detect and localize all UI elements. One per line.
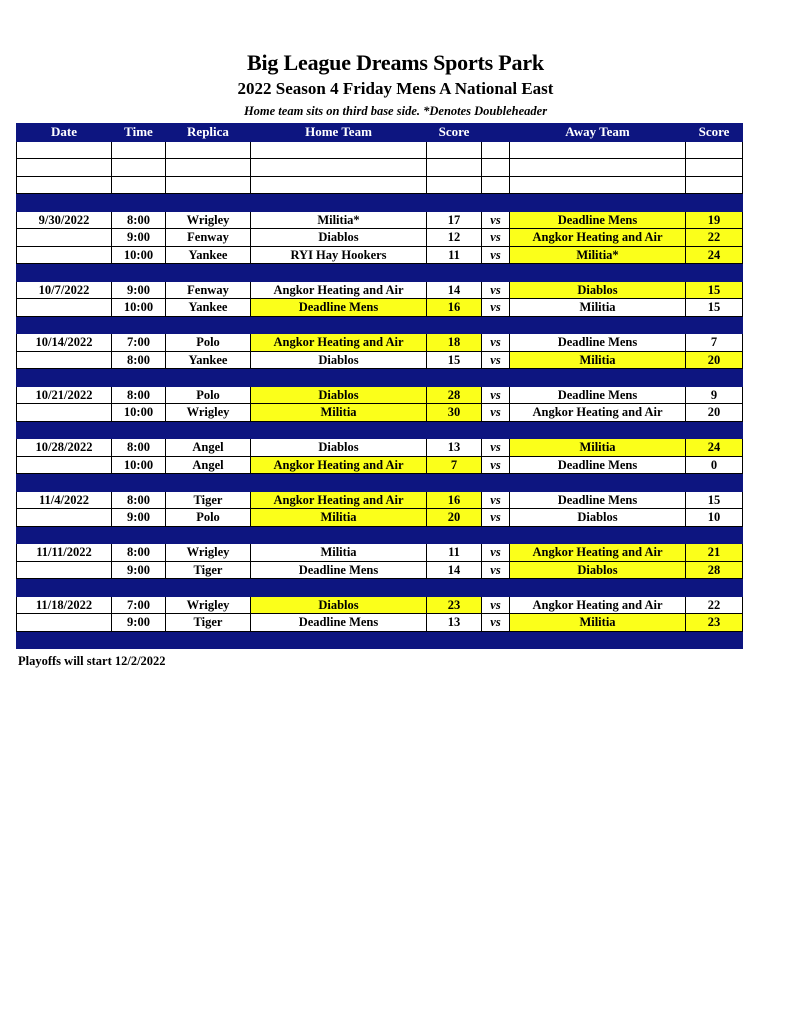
time-cell: 8:00 <box>112 544 166 562</box>
schedule-table <box>16 123 743 649</box>
home-score-cell: 17 <box>427 211 482 229</box>
schedule-note: Home team sits on third base side. *Denotes Doubleheader <box>243 104 548 118</box>
separator-cell <box>17 194 112 212</box>
separator-cell <box>686 194 743 212</box>
separator-cell <box>251 631 427 649</box>
date-cell <box>17 456 112 474</box>
home-score-cell: 28 <box>427 386 482 404</box>
time-cell: 9:00 <box>112 614 166 632</box>
away-score-cell: 15 <box>686 299 743 317</box>
home-score-cell: 12 <box>427 229 482 247</box>
separator-cell <box>427 579 482 597</box>
blank-cell <box>251 176 427 194</box>
separator-cell <box>510 474 686 492</box>
date-cell: 10/28/2022 <box>17 439 112 457</box>
away-team-cell: Diablos <box>510 509 686 527</box>
time-cell: 8:00 <box>112 439 166 457</box>
vs-cell: vs <box>482 439 510 457</box>
date-cell <box>17 404 112 422</box>
separator-cell <box>166 526 251 544</box>
blank-row <box>17 176 743 194</box>
blank-cell <box>17 159 112 177</box>
separator-cell <box>166 631 251 649</box>
header-away-team: Away Team <box>510 124 686 142</box>
home-team-cell: Diablos <box>251 229 427 247</box>
separator-cell <box>482 526 510 544</box>
date-cell: 10/14/2022 <box>17 334 112 352</box>
away-score-cell: 9 <box>686 386 743 404</box>
blank-cell <box>427 159 482 177</box>
blank-cell <box>686 141 743 159</box>
away-score-cell: 24 <box>686 246 743 264</box>
away-team-cell: Militia <box>510 439 686 457</box>
game-row <box>17 299 743 317</box>
away-score-cell: 19 <box>686 211 743 229</box>
vs-cell: vs <box>482 281 510 299</box>
away-score-cell: 22 <box>686 229 743 247</box>
replica-cell: Fenway <box>166 229 251 247</box>
separator-cell <box>482 474 510 492</box>
away-team-cell: Angkor Heating and Air <box>510 596 686 614</box>
away-score-cell: 10 <box>686 509 743 527</box>
table-header-row <box>17 124 743 142</box>
home-team-cell: Angkor Heating and Air <box>251 456 427 474</box>
replica-cell: Yankee <box>166 351 251 369</box>
away-score-cell: 20 <box>686 404 743 422</box>
vs-cell: vs <box>482 456 510 474</box>
home-score-cell: 15 <box>427 351 482 369</box>
home-score-cell: 14 <box>427 561 482 579</box>
separator-cell <box>510 194 686 212</box>
home-team-cell: Diablos <box>251 351 427 369</box>
away-team-cell: Militia <box>510 351 686 369</box>
time-cell: 7:00 <box>112 334 166 352</box>
replica-cell: Angel <box>166 456 251 474</box>
replica-cell: Wrigley <box>166 211 251 229</box>
vs-cell: vs <box>482 596 510 614</box>
separator-cell <box>17 316 112 334</box>
separator-cell <box>112 369 166 387</box>
separator-cell <box>251 264 427 282</box>
time-cell: 9:00 <box>112 509 166 527</box>
week-separator-row <box>17 264 743 282</box>
vs-cell: vs <box>482 561 510 579</box>
away-score-cell: 24 <box>686 439 743 457</box>
separator-cell <box>482 264 510 282</box>
date-cell <box>17 351 112 369</box>
time-cell: 8:00 <box>112 386 166 404</box>
separator-cell <box>251 474 427 492</box>
separator-cell <box>482 316 510 334</box>
separator-cell <box>686 421 743 439</box>
separator-cell <box>427 526 482 544</box>
blank-cell <box>686 176 743 194</box>
time-cell: 7:00 <box>112 596 166 614</box>
vs-cell: vs <box>482 509 510 527</box>
away-score-cell: 7 <box>686 334 743 352</box>
home-score-cell: 30 <box>427 404 482 422</box>
separator-cell <box>112 316 166 334</box>
separator-cell <box>166 421 251 439</box>
home-score-cell: 20 <box>427 509 482 527</box>
page-title: Big League Dreams Sports Park <box>247 50 544 75</box>
blank-cell <box>166 141 251 159</box>
separator-cell <box>427 369 482 387</box>
replica-cell: Polo <box>166 334 251 352</box>
separator-cell <box>510 579 686 597</box>
time-cell: 8:00 <box>112 351 166 369</box>
separator-cell <box>510 264 686 282</box>
vs-cell: vs <box>482 211 510 229</box>
game-row <box>17 351 743 369</box>
header-replica: Replica <box>166 124 251 142</box>
separator-cell <box>686 264 743 282</box>
home-team-cell: Deadline Mens <box>251 561 427 579</box>
separator-cell <box>510 316 686 334</box>
week-separator-row <box>17 579 743 597</box>
header-time: Time <box>112 124 166 142</box>
away-score-cell: 28 <box>686 561 743 579</box>
home-score-cell: 16 <box>427 299 482 317</box>
vs-cell: vs <box>482 299 510 317</box>
away-team-cell: Deadline Mens <box>510 334 686 352</box>
game-row <box>17 229 743 247</box>
separator-cell <box>112 526 166 544</box>
separator-cell <box>251 421 427 439</box>
home-team-cell: Diablos <box>251 439 427 457</box>
date-cell: 9/30/2022 <box>17 211 112 229</box>
separator-cell <box>166 579 251 597</box>
home-score-cell: 16 <box>427 491 482 509</box>
blank-cell <box>166 159 251 177</box>
date-cell <box>17 561 112 579</box>
header-home-team: Home Team <box>251 124 427 142</box>
replica-cell: Tiger <box>166 491 251 509</box>
away-team-cell: Deadline Mens <box>510 211 686 229</box>
header-vs <box>482 124 510 142</box>
week-separator-row <box>17 369 743 387</box>
separator-cell <box>427 474 482 492</box>
home-team-cell: Militia* <box>251 211 427 229</box>
game-row <box>17 334 743 352</box>
replica-cell: Tiger <box>166 614 251 632</box>
blank-cell <box>17 176 112 194</box>
vs-cell: vs <box>482 404 510 422</box>
replica-cell: Wrigley <box>166 596 251 614</box>
separator-cell <box>166 316 251 334</box>
away-team-cell: Diablos <box>510 281 686 299</box>
separator-cell <box>427 421 482 439</box>
game-row <box>17 614 743 632</box>
away-score-cell: 21 <box>686 544 743 562</box>
blank-cell <box>17 141 112 159</box>
separator-cell <box>482 579 510 597</box>
date-cell: 11/11/2022 <box>17 544 112 562</box>
replica-cell: Yankee <box>166 246 251 264</box>
date-cell <box>17 229 112 247</box>
home-score-cell: 23 <box>427 596 482 614</box>
home-team-cell: Deadline Mens <box>251 299 427 317</box>
away-team-cell: Angkor Heating and Air <box>510 404 686 422</box>
blank-row <box>17 159 743 177</box>
blank-cell <box>166 176 251 194</box>
schedule-body <box>17 141 743 649</box>
game-row <box>17 439 743 457</box>
date-cell: 10/7/2022 <box>17 281 112 299</box>
separator-cell <box>686 369 743 387</box>
home-score-cell: 7 <box>427 456 482 474</box>
vs-cell: vs <box>482 334 510 352</box>
game-row <box>17 509 743 527</box>
replica-cell: Polo <box>166 509 251 527</box>
separator-cell <box>251 579 427 597</box>
time-cell: 8:00 <box>112 491 166 509</box>
replica-cell: Wrigley <box>166 544 251 562</box>
time-cell: 10:00 <box>112 299 166 317</box>
blank-cell <box>510 159 686 177</box>
separator-cell <box>427 194 482 212</box>
away-team-cell: Angkor Heating and Air <box>510 229 686 247</box>
blank-cell <box>686 159 743 177</box>
away-team-cell: Diablos <box>510 561 686 579</box>
separator-cell <box>17 631 112 649</box>
vs-cell: vs <box>482 386 510 404</box>
separator-cell <box>112 579 166 597</box>
separator-cell <box>112 631 166 649</box>
date-cell <box>17 614 112 632</box>
blank-cell <box>427 176 482 194</box>
replica-cell: Polo <box>166 386 251 404</box>
home-score-cell: 13 <box>427 614 482 632</box>
separator-cell <box>482 421 510 439</box>
replica-cell: Wrigley <box>166 404 251 422</box>
separator-cell <box>686 526 743 544</box>
header-home-score: Score <box>427 124 482 142</box>
week-separator-row <box>17 421 743 439</box>
separator-cell <box>686 316 743 334</box>
replica-cell: Tiger <box>166 561 251 579</box>
away-team-cell: Deadline Mens <box>510 386 686 404</box>
separator-cell <box>17 264 112 282</box>
game-row <box>17 246 743 264</box>
home-team-cell: Diablos <box>251 386 427 404</box>
week-separator-row <box>17 631 743 649</box>
separator-cell <box>427 264 482 282</box>
away-team-cell: Deadline Mens <box>510 491 686 509</box>
playoffs-note: Playoffs will start 12/2/2022 <box>18 654 166 668</box>
away-score-cell: 20 <box>686 351 743 369</box>
blank-cell <box>510 176 686 194</box>
game-row <box>17 456 743 474</box>
time-cell: 9:00 <box>112 229 166 247</box>
vs-cell: vs <box>482 246 510 264</box>
separator-cell <box>17 579 112 597</box>
home-team-cell: Militia <box>251 544 427 562</box>
date-cell: 11/18/2022 <box>17 596 112 614</box>
separator-cell <box>482 631 510 649</box>
blank-cell <box>251 141 427 159</box>
date-cell: 10/21/2022 <box>17 386 112 404</box>
away-team-cell: Militia <box>510 299 686 317</box>
blank-cell <box>427 141 482 159</box>
game-row <box>17 596 743 614</box>
separator-cell <box>510 421 686 439</box>
home-score-cell: 18 <box>427 334 482 352</box>
separator-cell <box>166 474 251 492</box>
game-row <box>17 491 743 509</box>
away-team-cell: Deadline Mens <box>510 456 686 474</box>
blank-cell <box>482 176 510 194</box>
blank-cell <box>482 159 510 177</box>
blank-cell <box>510 141 686 159</box>
date-cell <box>17 299 112 317</box>
time-cell: 10:00 <box>112 456 166 474</box>
away-team-cell: Angkor Heating and Air <box>510 544 686 562</box>
away-score-cell: 23 <box>686 614 743 632</box>
time-cell: 9:00 <box>112 561 166 579</box>
blank-cell <box>112 176 166 194</box>
game-row <box>17 386 743 404</box>
time-cell: 10:00 <box>112 404 166 422</box>
blank-cell <box>112 141 166 159</box>
separator-cell <box>112 264 166 282</box>
separator-cell <box>112 194 166 212</box>
game-row <box>17 404 743 422</box>
blank-cell <box>482 141 510 159</box>
home-score-cell: 11 <box>427 544 482 562</box>
separator-cell <box>17 526 112 544</box>
home-team-cell: Angkor Heating and Air <box>251 334 427 352</box>
week-separator-row <box>17 316 743 334</box>
header-date: Date <box>17 124 112 142</box>
game-row <box>17 211 743 229</box>
separator-cell <box>482 369 510 387</box>
time-cell: 9:00 <box>112 281 166 299</box>
home-team-cell: Militia <box>251 509 427 527</box>
home-team-cell: Angkor Heating and Air <box>251 281 427 299</box>
separator-cell <box>17 369 112 387</box>
replica-cell: Fenway <box>166 281 251 299</box>
separator-cell <box>251 369 427 387</box>
away-team-cell: Militia <box>510 614 686 632</box>
home-team-cell: Diablos <box>251 596 427 614</box>
vs-cell: vs <box>482 229 510 247</box>
separator-cell <box>17 421 112 439</box>
separator-cell <box>251 526 427 544</box>
game-row <box>17 561 743 579</box>
vs-cell: vs <box>482 544 510 562</box>
separator-cell <box>112 421 166 439</box>
date-cell <box>17 509 112 527</box>
home-score-cell: 13 <box>427 439 482 457</box>
replica-cell: Angel <box>166 439 251 457</box>
away-score-cell: 15 <box>686 491 743 509</box>
separator-cell <box>166 264 251 282</box>
separator-cell <box>17 474 112 492</box>
separator-cell <box>166 194 251 212</box>
game-row <box>17 281 743 299</box>
away-score-cell: 0 <box>686 456 743 474</box>
home-team-cell: Deadline Mens <box>251 614 427 632</box>
separator-cell <box>166 369 251 387</box>
separator-cell <box>251 194 427 212</box>
blank-cell <box>251 159 427 177</box>
time-cell: 8:00 <box>112 211 166 229</box>
separator-cell <box>510 526 686 544</box>
vs-cell: vs <box>482 491 510 509</box>
blank-row <box>17 141 743 159</box>
separator-cell <box>112 474 166 492</box>
page-subtitle: 2022 Season 4 Friday Mens A National East <box>237 79 554 98</box>
vs-cell: vs <box>482 351 510 369</box>
week-separator-row <box>17 474 743 492</box>
away-score-cell: 22 <box>686 596 743 614</box>
home-score-cell: 14 <box>427 281 482 299</box>
separator-cell <box>251 316 427 334</box>
separator-cell <box>482 194 510 212</box>
separator-cell <box>510 631 686 649</box>
away-team-cell: Militia* <box>510 246 686 264</box>
home-team-cell: RYI Hay Hookers <box>251 246 427 264</box>
time-cell: 10:00 <box>112 246 166 264</box>
home-team-cell: Militia <box>251 404 427 422</box>
date-cell <box>17 246 112 264</box>
away-score-cell: 15 <box>686 281 743 299</box>
blank-cell <box>112 159 166 177</box>
separator-cell <box>427 631 482 649</box>
header-away-score: Score <box>686 124 743 142</box>
separator-cell <box>686 631 743 649</box>
home-team-cell: Angkor Heating and Air <box>251 491 427 509</box>
replica-cell: Yankee <box>166 299 251 317</box>
week-separator-row <box>17 194 743 212</box>
home-score-cell: 11 <box>427 246 482 264</box>
vs-cell: vs <box>482 614 510 632</box>
date-cell: 11/4/2022 <box>17 491 112 509</box>
separator-cell <box>427 316 482 334</box>
separator-cell <box>510 369 686 387</box>
game-row <box>17 544 743 562</box>
separator-cell <box>686 579 743 597</box>
week-separator-row <box>17 526 743 544</box>
separator-cell <box>686 474 743 492</box>
